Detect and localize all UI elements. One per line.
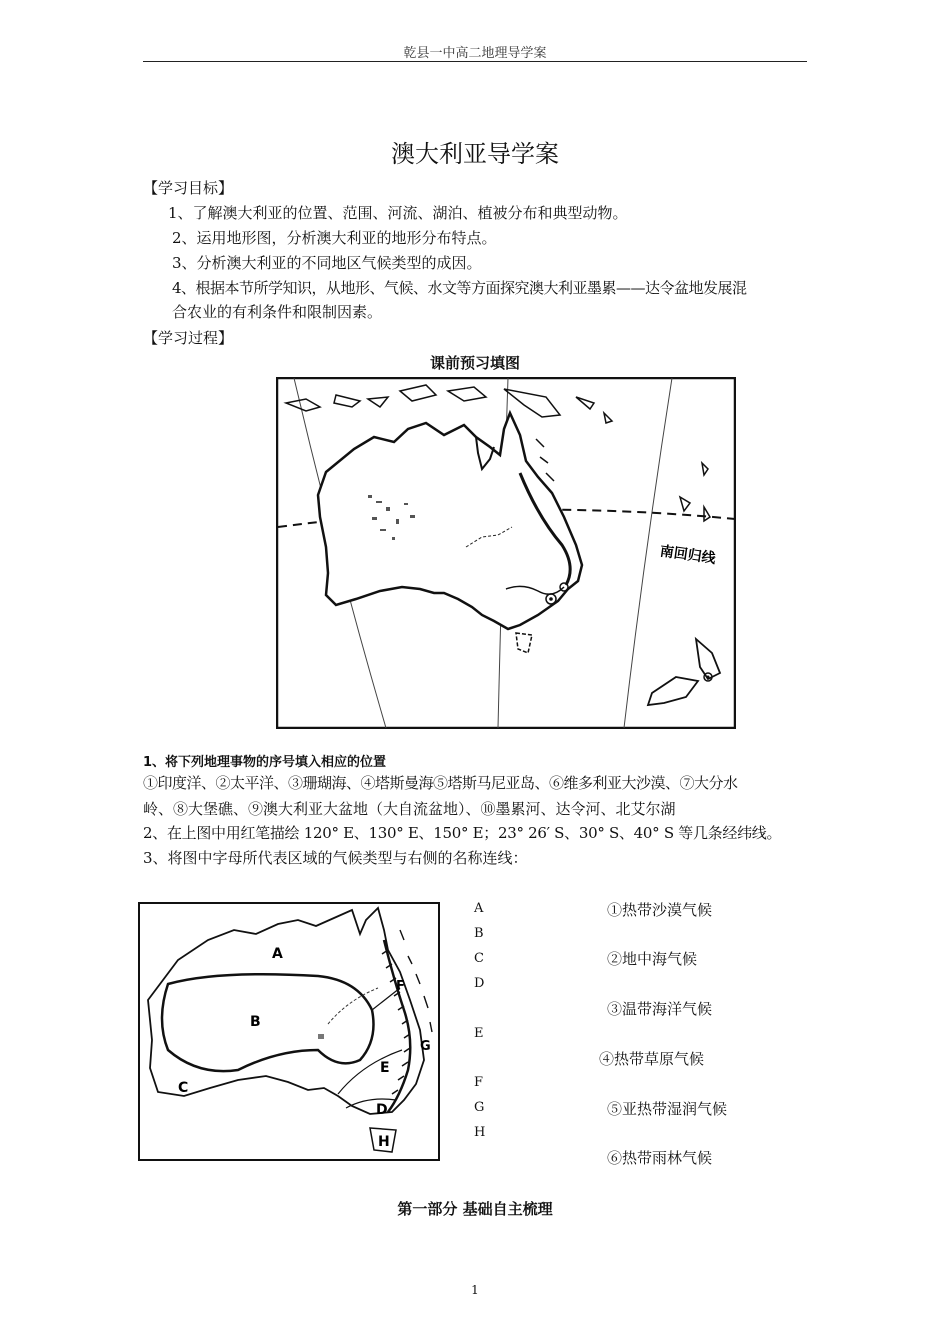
task1-title: 1、将下列地理事物的序号填入相应的位置 bbox=[143, 755, 387, 770]
page-header: 乾县一中高二地理导学案 bbox=[403, 46, 547, 61]
city-marker bbox=[707, 676, 710, 679]
match-letter-f: F bbox=[474, 1075, 484, 1090]
task3-text: 3、将图中字母所代表区域的气候类型与右侧的名称连线： bbox=[143, 849, 528, 867]
page-number: 1 bbox=[471, 1283, 479, 1297]
objective-item-4-cont: 合农业的有利条件和限制因素。 bbox=[172, 303, 383, 321]
region-label-h: H bbox=[378, 1134, 390, 1150]
climate-option-1: ①热带沙漠气候 bbox=[607, 901, 713, 919]
match-letter-b: B bbox=[474, 926, 484, 941]
climate-region-map bbox=[138, 900, 440, 1162]
map1-caption: 课前预习填图 bbox=[429, 354, 520, 372]
task2-text: 2、在上图中用红笔描绘 120° E、130° E、150° E；23° 26′ S、30° S、40° S 等几条经纬线。 bbox=[143, 824, 782, 842]
part-heading: 第一部分 基础自主梳理 bbox=[397, 1200, 553, 1218]
region-label-a: A bbox=[272, 946, 283, 962]
objective-item-3: 3、分析澳大利亚的不同地区气候类型的成因。 bbox=[172, 254, 482, 272]
region-label-b: B bbox=[250, 1014, 261, 1030]
climate-option-2: ②地中海气候 bbox=[607, 950, 698, 968]
objective-item-4: 4、根据本节所学知识，从地形、气候、水文等方面探究澳大利亚墨累——达令盆地发展混 bbox=[172, 279, 747, 297]
climate-option-3: ③温带海洋气候 bbox=[607, 1000, 713, 1018]
match-letter-g: G bbox=[474, 1100, 485, 1115]
region-label-d: D bbox=[376, 1102, 388, 1118]
region-label-f: F bbox=[396, 979, 405, 994]
objective-item-2: 2、运用地形图，分析澳大利亚的地形分布特点。 bbox=[172, 229, 497, 247]
match-letter-c: C bbox=[474, 951, 484, 966]
task1-line1: ①印度洋、②太平洋、③珊瑚海、④塔斯曼海⑤塔斯马尼亚岛、⑥维多利亚大沙漠、⑦大分水 bbox=[143, 774, 738, 792]
match-letter-a: A bbox=[474, 901, 484, 916]
region-label-e: E bbox=[380, 1060, 390, 1076]
region-label-c: C bbox=[178, 1080, 189, 1096]
document-title: 澳大利亚导学案 bbox=[391, 140, 559, 168]
objective-item-1: 1、了解澳大利亚的位置、范围、河流、湖泊、植被分布和典型动物。 bbox=[168, 204, 628, 222]
match-letter-e: E bbox=[474, 1026, 484, 1041]
australia-fill-map bbox=[276, 377, 736, 729]
climate-option-4: ④热带草原气候 bbox=[599, 1050, 705, 1068]
climate-option-5: ⑤亚热带湿润气候 bbox=[607, 1100, 728, 1118]
tropic-label: 南回归线 bbox=[658, 543, 717, 568]
match-letter-d: D bbox=[474, 976, 485, 991]
task1-line2: 岭、⑧大堡礁、⑨澳大利亚大盆地（大自流盆地）、⑩墨累河、达令河、北艾尔湖 bbox=[143, 800, 676, 818]
lake-marker bbox=[318, 1034, 324, 1039]
climate-option-6: ⑥热带雨林气候 bbox=[607, 1149, 713, 1167]
region-label-g: G bbox=[420, 1039, 431, 1054]
match-letter-h: H bbox=[474, 1125, 486, 1140]
city-marker bbox=[549, 597, 553, 601]
header-rule bbox=[143, 61, 807, 62]
process-heading: 【学习过程】 bbox=[143, 329, 234, 347]
objectives-heading: 【学习目标】 bbox=[143, 179, 234, 197]
